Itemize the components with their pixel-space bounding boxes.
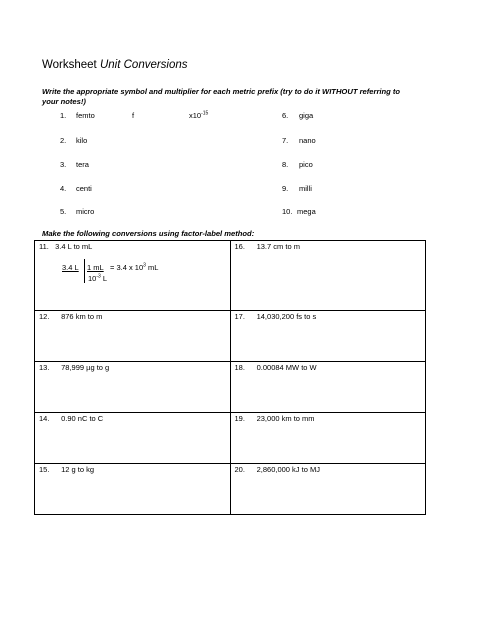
example-numerator-factor: 1 mL xyxy=(87,263,104,272)
prefix-item xyxy=(282,184,312,193)
problem-text: 78,999 µg to g xyxy=(61,363,110,372)
prefix-number: 7. xyxy=(282,136,289,145)
prefix-number: 4. xyxy=(60,184,67,193)
prefix-item xyxy=(60,207,95,216)
problem-text: 876 km to m xyxy=(61,312,103,321)
table-row xyxy=(35,413,426,464)
conversion-cell[interactable] xyxy=(230,413,426,464)
conversion-cell[interactable] xyxy=(35,241,231,311)
table-row xyxy=(35,241,426,311)
example-result-exponent: 3 xyxy=(143,262,146,269)
title-main: Worksheet xyxy=(42,59,97,71)
conversion-cell[interactable] xyxy=(35,413,231,464)
example-result xyxy=(110,263,158,272)
conversion-cell[interactable] xyxy=(35,362,231,413)
prefix-number: 10. xyxy=(282,207,293,216)
prefix-name: nano xyxy=(299,136,316,145)
conversion-cell[interactable] xyxy=(230,362,426,413)
problem-number: 15. xyxy=(39,465,50,474)
table-row xyxy=(35,362,426,413)
example-denominator-base: 10 xyxy=(88,274,97,283)
example-denominator-unit: L xyxy=(100,274,108,283)
conversion-cell[interactable] xyxy=(230,464,426,515)
conversion-instructions: Make the following conversions using factor-label method: xyxy=(42,229,255,238)
prefix-instructions xyxy=(42,87,400,107)
prefix-name: pico xyxy=(299,160,313,169)
factor-divider xyxy=(84,259,85,283)
problem-text: 2,860,000 kJ to MJ xyxy=(256,465,320,474)
problem-text: 3.4 L to mL xyxy=(55,242,93,251)
problem-text: 23,000 km to mm xyxy=(256,414,315,423)
prefix-number: 2. xyxy=(60,136,67,145)
multiplier-base: x10 xyxy=(189,111,202,120)
conversion-cell[interactable] xyxy=(35,464,231,515)
problem-number: 11. xyxy=(39,242,49,251)
problem-number: 18. xyxy=(234,363,245,372)
problem-number: 20. xyxy=(234,465,245,474)
prefix-name: femto xyxy=(76,111,95,120)
prefix-name: milli xyxy=(299,184,312,193)
problem-text: 0.90 nC to C xyxy=(61,414,104,423)
table-row xyxy=(35,464,426,515)
prefix-name: micro xyxy=(76,207,95,216)
prefix-name: tera xyxy=(76,160,89,169)
problem-number: 14. xyxy=(39,414,50,423)
prefix-item xyxy=(60,184,92,193)
example-result-unit: mL xyxy=(145,263,159,272)
prefix-item xyxy=(60,160,89,169)
problem-number: 19. xyxy=(234,414,245,423)
prefix-name: giga xyxy=(299,111,314,120)
worked-example xyxy=(62,263,202,293)
prefix-item xyxy=(282,207,316,216)
prefix-number: 6. xyxy=(282,111,289,120)
problem-number: 13. xyxy=(39,363,50,372)
example-denominator xyxy=(88,274,107,283)
prefix-item xyxy=(282,111,314,120)
example-result-base: = 3.4 x 10 xyxy=(110,263,144,272)
prefix-number: 9. xyxy=(282,184,289,193)
prefix-item xyxy=(60,111,95,120)
prefix-item xyxy=(282,136,316,145)
prefix-number: 5. xyxy=(60,207,67,216)
prefix-number: 1. xyxy=(60,111,67,120)
prefix-number: 8. xyxy=(282,160,289,169)
prefix-name: kilo xyxy=(76,136,88,145)
prefix-multiplier xyxy=(189,111,208,120)
problem-text: 14,030,200 fs to s xyxy=(256,312,317,321)
title-italic: Unit Conversions xyxy=(99,59,188,71)
prefix-item xyxy=(60,136,88,145)
prefix-symbol: f xyxy=(132,111,135,120)
problem-number: 12. xyxy=(39,312,50,321)
example-numerator-given: 3.4 L xyxy=(62,263,79,272)
worksheet-title xyxy=(42,59,188,71)
example-denominator-exponent: -3 xyxy=(96,273,101,280)
problem-number: 16. xyxy=(234,242,245,251)
conversion-cell[interactable] xyxy=(230,241,426,311)
prefix-item xyxy=(282,160,313,169)
multiplier-exponent: -15 xyxy=(201,110,209,117)
conversion-cell[interactable] xyxy=(35,311,231,362)
conversion-table xyxy=(34,240,426,515)
prefix-name: mega xyxy=(297,207,316,216)
problem-number: 17. xyxy=(234,312,245,321)
table-row xyxy=(35,311,426,362)
problem-text: 12 g to kg xyxy=(61,465,95,474)
conversion-cell[interactable] xyxy=(230,311,426,362)
problem-text: 13.7 cm to m xyxy=(256,242,300,251)
prefix-instructions-line1: Write the appropriate symbol and multiplier for each metric prefix (try to do it WITHOUT referring to xyxy=(42,87,401,96)
problem-text: 0.00084 MW to W xyxy=(256,363,317,372)
prefix-name: centi xyxy=(76,184,92,193)
prefix-number: 3. xyxy=(60,160,67,169)
prefix-instructions-line2: your notes!) xyxy=(42,97,86,106)
